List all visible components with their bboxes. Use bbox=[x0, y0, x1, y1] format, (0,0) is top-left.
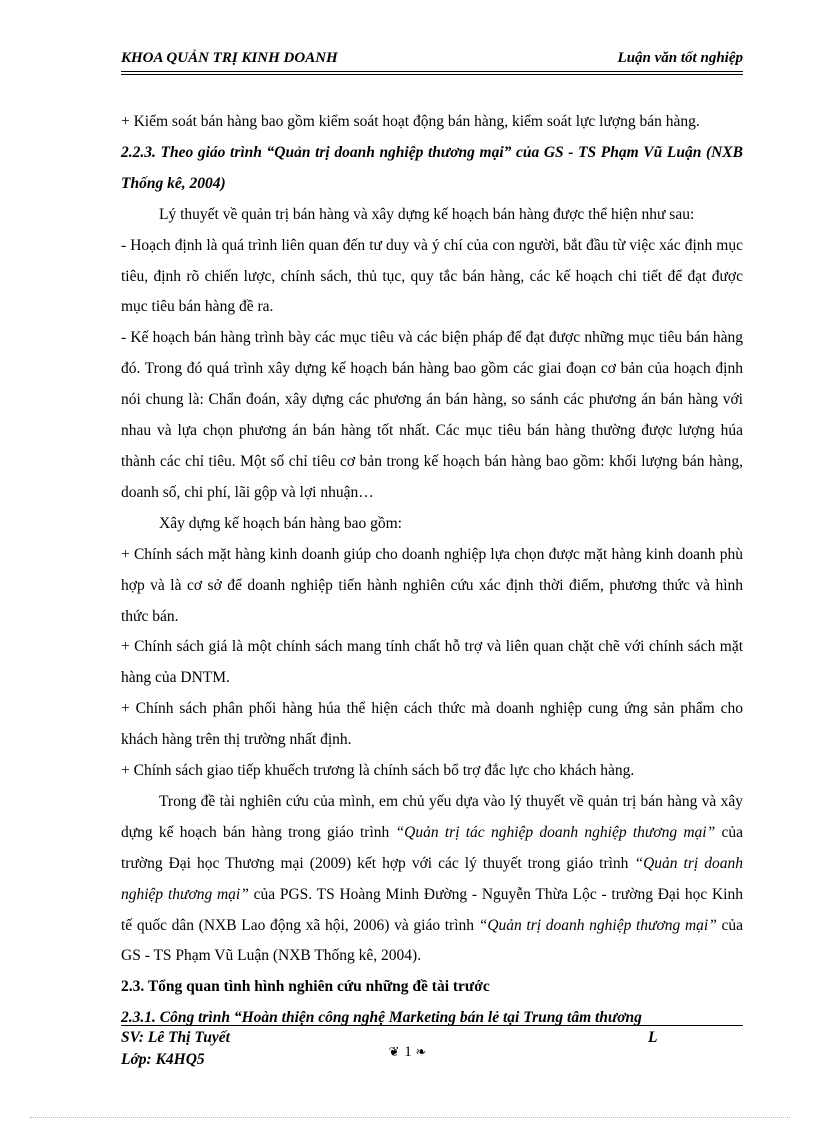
list-item-promotion-policy: + Chính sách giao tiếp khuếch trương là chính sách bổ trợ đắc lực cho khách hàng. bbox=[121, 762, 635, 780]
section-heading-2-2-3: 2.2.3. Theo giáo trình “Quản trị doanh nghiệp thương mại” của GS - TS Phạm Vũ Luận (NXB Thống kê, 2004) bbox=[121, 143, 743, 192]
paragraph-plan-components: Xây dựng kế hoạch bán hàng bao gồm: bbox=[159, 514, 402, 532]
book-title: “Quản trị doanh nghiệp thương mại” bbox=[478, 916, 717, 934]
paragraph-theory-intro: Lý thuyết về quản trị bán hàng và xây dựng kế hoạch bán hàng được thể hiện như sau: bbox=[159, 205, 695, 223]
book-title: “Quản trị doanh nghiệp thương mại” bbox=[121, 854, 743, 903]
page-number bbox=[0, 1044, 816, 1061]
paragraph-planning-definition: - Hoạch định là quá trình liên quan đến tư duy và ý chí của con người, bắt đầu từ việc xác định mục tiêu, định rõ chiến lược, chính sách, thủ tục, quy tắc bán hàng, các kế hoạch chi tiết để đạt được mục tiêu bán hàng đề ra. bbox=[121, 236, 743, 316]
text-segment: của trường Đại học Thương mại (2009) kết hợp với các lý thuyết trong giáo trình bbox=[121, 823, 744, 872]
paragraph-sales-control: + Kiểm soát bán hàng bao gồm kiểm soát hoạt động bán hàng, kiểm soát lực lượng bán hàng. bbox=[121, 113, 700, 130]
footer-class: Lớp: K4HQ5 bbox=[121, 1051, 205, 1068]
paragraph-research-basis bbox=[121, 787, 743, 972]
section-heading-2-3: 2.3. Tổng quan tình hình nghiên cứu những đề tài trước bbox=[121, 978, 490, 996]
paragraph-sales-plan: - Kế hoạch bán hàng trình bày các mục tiêu và các biện pháp để đạt được những mục tiêu bán hàng đó. Trong đó quá trình xây dựng kế hoạch bán hàng bao gồm các giai đoạn cơ bản của hoạch định nói chung là: Chẩn đoán, xây dựng các phương án bán hàng, so sánh các phương án bán hàng với nhau và lựa chọn phương án bán hàng tốt nhất. Các mục tiêu bán hàng thường được lượng húa thành các chỉ tiêu. Một số chỉ tiêu cơ bản trong kế hoạch bán hàng bao gồm: khối lượng bán hàng, doanh số, chi phí, lãi gộp và lợi nhuận… bbox=[121, 329, 743, 501]
footer-rule bbox=[121, 1025, 743, 1026]
footer-mark: L bbox=[648, 1029, 658, 1046]
section-heading-2-3-1: 2.3.1. Công trình “Hoàn thiện công nghệ Marketing bán lẻ tại Trung tâm thương bbox=[121, 1009, 642, 1027]
ornament-left-icon: ❦ bbox=[388, 1044, 401, 1059]
text-segment: Trong đề tài nghiên cứu của mình, em chủ yếu dựa vào lý thuyết về quản trị bán hàng và xây dựng kế hoạch bán hàng trong giáo trình bbox=[121, 792, 743, 841]
page-body bbox=[121, 107, 743, 1034]
page-number-value: 1 bbox=[404, 1044, 412, 1060]
text-segment: của PGS. TS Hoàng Minh Đường - Nguyễn Thừa Lộc - trường Đại học Kinh tế quốc dân (NXB Lao động xã hội, 2006) và giáo trình bbox=[121, 885, 743, 934]
list-item-distribution-policy: + Chính sách phân phối hàng húa thể hiện cách thức mà doanh nghiệp cung ứng sản phẩm cho khách hàng trên thị trường nhất định. bbox=[121, 700, 743, 749]
list-item-price-policy: + Chính sách giá là một chính sách mang tính chất hỗ trợ và liên quan chặt chẽ với chính sách mặt hàng của DNTM. bbox=[121, 638, 743, 687]
page-header bbox=[121, 50, 743, 72]
header-faculty: KHOA QUẢN TRỊ KINH DOANH bbox=[121, 50, 338, 66]
ornament-right-icon: ❧ bbox=[415, 1044, 428, 1059]
header-rule-thin bbox=[121, 74, 743, 75]
header-doc-type: Luận văn tốt nghiệp bbox=[617, 50, 743, 66]
footer-student-name: SV: Lê Thị Tuyết bbox=[121, 1029, 230, 1046]
list-item-product-policy: + Chính sách mặt hàng kinh doanh giúp cho doanh nghiệp lựa chọn được mặt hàng kinh doanh phù hợp và là cơ sở để doanh nghiệp tiến hành nghiên cứu xác định thời điểm, phương thức và hình thức bán. bbox=[121, 545, 743, 625]
text-segment: của GS - TS Phạm Vũ Luận (NXB Thống kê, 2004). bbox=[121, 916, 743, 965]
page-bottom-border bbox=[30, 1117, 790, 1118]
book-title: “Quản trị tác nghiệp doanh nghiệp thương mại” bbox=[395, 823, 716, 841]
header-rule bbox=[121, 71, 743, 72]
